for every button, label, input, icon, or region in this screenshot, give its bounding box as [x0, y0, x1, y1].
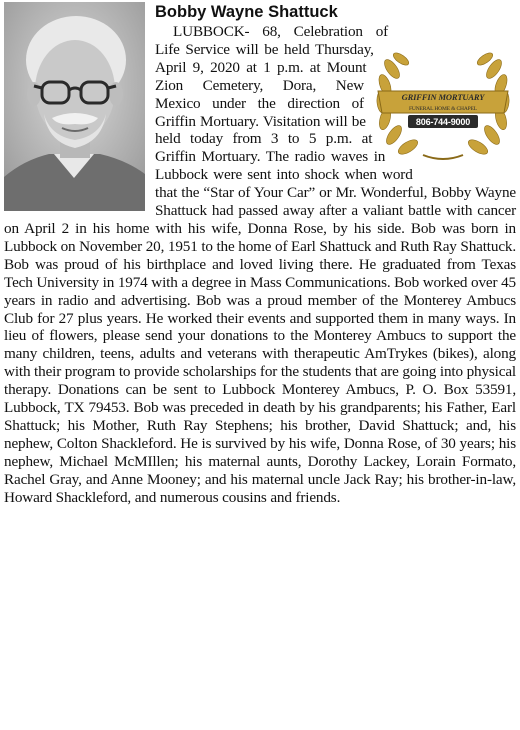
logo-subtitle-text: FUNERAL HOME & CHAPEL: [409, 106, 477, 112]
logo-phone-text: 806-744-9000: [415, 117, 471, 127]
griffin-mortuary-logo: [368, 29, 518, 169]
obituary-name: Bobby Wayne Shattuck: [155, 3, 338, 21]
portrait-illustration: [4, 2, 145, 211]
logo-brand-text: GRIFFIN MORTUARY: [401, 92, 485, 102]
obituary-text: LUBBOCK- 68, Celebration of Life Service will be held Thursday, April 9, 2020 at 1 p.m. at Mount Zion Cemetery, Dora, New Mexico under the direction of Griffin Mortuary. Visitation will be held today from 3 to 5 p.m. at Griffin Mortuary. The radio waves in Lubbock were sent into shock when word that the “Star of Your Car” or Mr. Wonderful, Bobby Wayne Shattuck had passed away after a valiant battle with cancer on April 2 in his home with his wife, Donna Rose, by his side. Bob was born in Lubbock on November 20, 1951 to the home of Earl Shattuck and Ruth Ray Shattuck. Bob was proud of his birthplace and loved living there. He graduated from Texas Tech University in 1974 with a degree in Mass Communications. Bob worked over 45 years in radio and advertising. Bob was a proud member of the Monterey Ambucs Club for 27 plus years. He worked their events and supported them in many ways. In lieu of flowers, please send your donations to the Monterey Ambucs to support the many children, teens, adults and veterans with therapeutic AmTrykes (bikes), along with their program to provide scholarships for the students that are going into physical therapy. Donations can be sent to Lubbock Monterey Ambucs, P. O. Box 53591, Lubbock, TX 79453. Bob was preceded in death by his grandparents; his Father, Earl Shattuck; his Mother, Ruth Ray Stephens; his brother, David Shattuck; and, his nephew, Colton Shackleford. He is survived by his wife, Donna Rose, of 30 years; his nephew, Michael McMIllen; his maternal aunts, Dorothy Lackey, Lorain Formato, Rachel Gray, and Anne Mooney; and his maternal uncle Jack Ray; his brother-in-law, Howard Shackleford, and numerous cousins and friends.: [4, 23, 516, 506]
laurel-wreath-icon: [368, 29, 518, 169]
portrait-photo: [4, 2, 145, 211]
